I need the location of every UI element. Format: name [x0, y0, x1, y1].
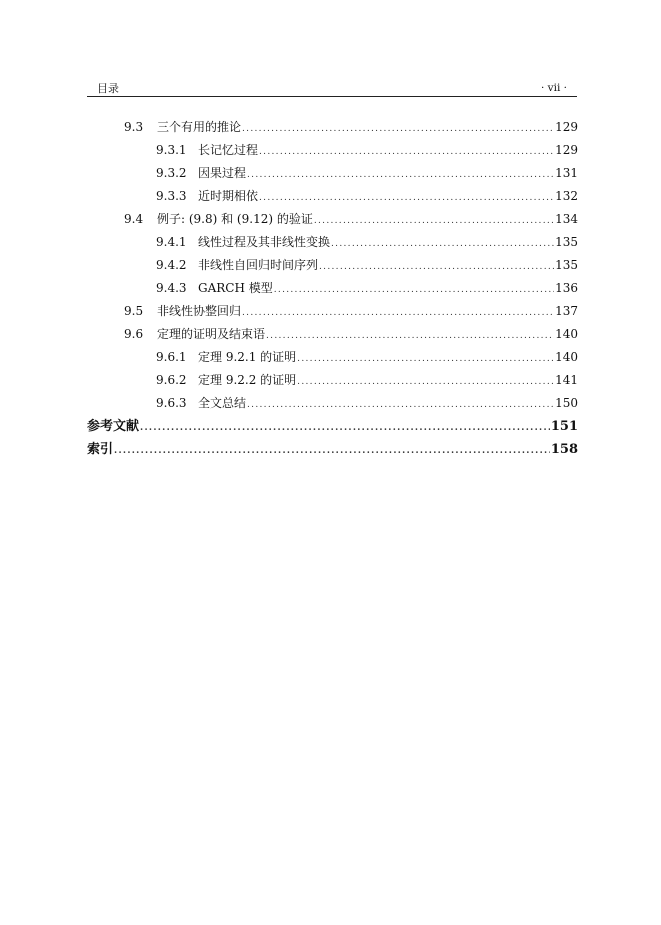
toc-entry-page: 129 [555, 143, 578, 157]
toc-entry-page: 150 [555, 396, 578, 410]
toc-entry-9-4[interactable] [87, 208, 578, 231]
toc-entry-number: 9.3.2 [156, 166, 187, 180]
toc-entry-title: 非线性协整回归 [157, 304, 242, 318]
toc-entry-number: 9.3.1 [156, 143, 187, 157]
toc-dot-leader [297, 371, 554, 394]
toc-entry-9-4-3[interactable] [87, 277, 578, 300]
toc-dot-leader [247, 164, 554, 187]
toc-entry-page: 137 [555, 304, 578, 318]
toc-entry-page: 135 [555, 258, 578, 272]
toc-entry-page: 135 [555, 235, 578, 249]
toc-entry-references[interactable] [87, 415, 578, 438]
toc-dot-leader [314, 210, 554, 233]
toc-dot-leader [274, 279, 554, 302]
toc-dot-leader [242, 302, 554, 325]
table-of-contents [87, 116, 578, 461]
toc-entry-page: 151 [550, 419, 578, 434]
toc-entry-title: 定理 9.2.1 的证明 [198, 350, 297, 364]
toc-entry-index[interactable] [87, 438, 578, 461]
toc-entry-title: 因果过程 [198, 166, 247, 180]
toc-dot-leader [319, 256, 554, 279]
toc-entry-page: 136 [555, 281, 578, 295]
toc-entry-page: 131 [555, 166, 578, 180]
toc-entry-number: 9.6 [124, 327, 144, 341]
toc-entry-title: 索引 [87, 442, 114, 457]
toc-entry-title: 线性过程及其非线性变换 [198, 235, 331, 249]
toc-entry-number: 9.6.3 [156, 396, 187, 410]
running-header [87, 82, 577, 97]
toc-dot-leader [331, 233, 554, 256]
toc-entry-9-4-1[interactable] [87, 231, 578, 254]
toc-entry-number: 9.4.2 [156, 258, 187, 272]
toc-entry-title: 例子: (9.8) 和 (9.12) 的验证 [157, 212, 313, 226]
header-section-title: 目录 [97, 82, 119, 95]
toc-dot-leader [259, 187, 554, 210]
toc-entry-9-6-2[interactable] [87, 369, 578, 392]
toc-dot-leader [266, 325, 554, 348]
toc-entry-title: GARCH 模型 [198, 281, 273, 295]
toc-entry-title: 定理的证明及结束语 [157, 327, 266, 341]
toc-entry-title: 三个有用的推论 [157, 120, 242, 134]
toc-entry-title: 定理 9.2.2 的证明 [198, 373, 297, 387]
toc-entry-number: 9.4 [124, 212, 144, 226]
toc-dot-leader [247, 394, 554, 417]
toc-entry-9-6[interactable] [87, 323, 578, 346]
toc-entry-title: 长记忆过程 [198, 143, 259, 157]
toc-entry-number: 9.4.3 [156, 281, 187, 295]
toc-entry-number: 9.4.1 [156, 235, 187, 249]
toc-entry-page: 134 [555, 212, 578, 226]
toc-entry-number: 9.6.2 [156, 373, 187, 387]
toc-entry-page: 132 [555, 189, 578, 203]
toc-entry-number: 9.3.3 [156, 189, 187, 203]
header-page-number: · vii · [541, 82, 567, 94]
toc-entry-page: 141 [555, 373, 578, 387]
toc-entry-9-6-3[interactable] [87, 392, 578, 415]
toc-entry-page: 140 [555, 350, 578, 364]
toc-dot-leader [259, 141, 554, 164]
toc-dot-leader [242, 118, 554, 141]
toc-entry-number: 9.5 [124, 304, 144, 318]
toc-entry-title: 非线性自回归时间序列 [198, 258, 319, 272]
toc-dot-leader [114, 440, 550, 463]
toc-entry-9-3[interactable] [87, 116, 578, 139]
toc-entry-number: 9.6.1 [156, 350, 187, 364]
toc-entry-9-3-3[interactable] [87, 185, 578, 208]
toc-entry-9-5[interactable] [87, 300, 578, 323]
toc-entry-9-3-1[interactable] [87, 139, 578, 162]
toc-entry-number: 9.3 [124, 120, 144, 134]
toc-entry-page: 158 [550, 442, 578, 457]
toc-dot-leader [297, 348, 554, 371]
toc-entry-title: 参考文献 [87, 419, 140, 434]
toc-entry-title: 近时期相依 [198, 189, 259, 203]
toc-entry-title: 全文总结 [198, 396, 247, 410]
toc-entry-9-3-2[interactable] [87, 162, 578, 185]
toc-entry-page: 129 [555, 120, 578, 134]
toc-entry-page: 140 [555, 327, 578, 341]
toc-entry-9-4-2[interactable] [87, 254, 578, 277]
toc-entry-9-6-1[interactable] [87, 346, 578, 369]
toc-dot-leader [140, 417, 550, 440]
